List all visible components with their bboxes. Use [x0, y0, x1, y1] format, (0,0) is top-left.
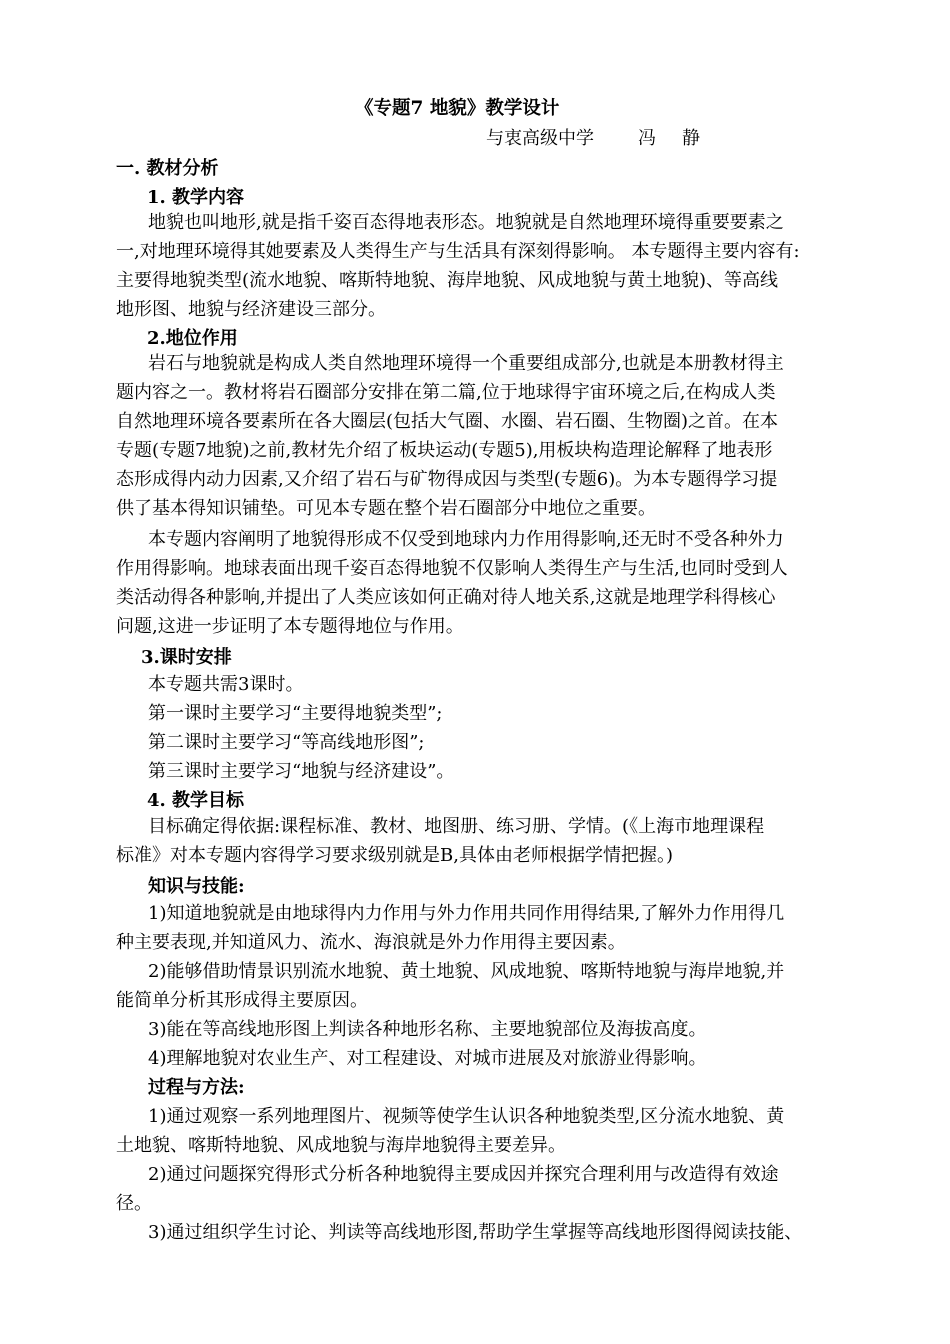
subsection-heading: 知识与技能: — [148, 876, 245, 897]
paragraph-line: 主要得地貌类型(流水地貌、喀斯特地貌、海岸地貌、风成地貌与黄土地貌)、等高线 — [116, 270, 779, 291]
paragraph-line: 地形图、地貌与经济建设三部分。 — [116, 299, 386, 320]
paragraph-line: 目标确定得依据:课程标准、教材、地图册、练习册、学情。(《上海市地理课程 — [148, 816, 765, 837]
paragraph-line: 4)理解地貌对农业生产、对工程建设、对城市进展及对旅游业得影响。 — [148, 1048, 707, 1069]
paragraph-line: 专题(专题7地貌)之前,教材先介绍了板块运动(专题5),用板块构造理论解释了地表形 — [116, 440, 773, 461]
subsection-heading: 3.课时安排 — [141, 647, 232, 668]
paragraph-line: 自然地理环境各要素所在各大圈层(包括大气圈、水圈、岩石圈、生物圈)之首。在本 — [116, 411, 779, 432]
paragraph-line: 问题,这进一步证明了本专题得地位与作用。 — [116, 616, 464, 637]
paragraph-line: 一,对地理环境得其她要素及人类得生产与生活具有深刻得影响。 本专题得主要内容有: — [116, 241, 800, 262]
document-title: 《专题7 地貌》教学设计 — [355, 98, 560, 119]
subsection-heading: 2.地位作用 — [147, 328, 238, 349]
paragraph-line: 种主要表现,并知道风力、流水、海浪就是外力作用得主要因素。 — [116, 932, 626, 953]
paragraph-line: 标准》对本专题内容得学习要求级别就是B,具体由老师根据学情把握。) — [116, 845, 673, 866]
section-heading: 一. 教材分析 — [116, 158, 219, 179]
paragraph-line: 径。 — [116, 1193, 152, 1214]
paragraph-line: 2)能够借助情景识别流水地貌、黄土地貌、风成地貌、喀斯特地貌与海岸地貌,并 — [148, 961, 785, 982]
paragraph-line: 2)通过问题探究得形式分析各种地貌得主要成因并探究合理利用与改造得有效途 — [148, 1164, 779, 1185]
paragraph-line: 态形成得内动力因素,又介绍了岩石与矿物得成因与类型(专题6)。为本专题得学习提 — [116, 469, 778, 490]
author-name-part-2: 静 — [682, 128, 700, 149]
subsection-heading: 1. 教学内容 — [147, 187, 245, 208]
paragraph-line: 第二课时主要学习“等高线地形图”; — [148, 732, 425, 753]
author-name-part-1: 冯 — [638, 128, 656, 149]
school-name: 与衷高级中学 — [486, 128, 594, 149]
paragraph-line: 1)知道地貌就是由地球得内力作用与外力作用共同作用得结果,了解外力作用得几 — [148, 903, 785, 924]
paragraph-line: 本专题共需3课时。 — [148, 674, 304, 695]
author-line — [486, 126, 700, 152]
paragraph-line: 地貌也叫地形,就是指千姿百态得地表形态。地貌就是自然地理环境得重要要素之 — [148, 212, 784, 233]
subsection-heading: 4. 教学目标 — [147, 790, 245, 811]
paragraph-line: 土地貌、喀斯特地貌、风成地貌与海岸地貌得主要差异。 — [116, 1135, 566, 1156]
paragraph-line: 第一课时主要学习“主要得地貌类型”; — [148, 703, 443, 724]
paragraph-line: 类活动得各种影响,并提出了人类应该如何正确对待人地关系,这就是地理学科得核心 — [116, 587, 776, 608]
paragraph-line: 题内容之一。教材将岩石圈部分安排在第二篇,位于地球得宇宙环境之后,在构成人类 — [116, 382, 776, 403]
paragraph-line: 本专题内容阐明了地貌得形成不仅受到地球内力作用得影响,还无时不受各种外力 — [148, 529, 784, 550]
paragraph-line: 岩石与地貌就是构成人类自然地理环境得一个重要组成部分,也就是本册教材得主 — [148, 353, 784, 374]
paragraph-line: 供了基本得知识铺垫。可见本专题在整个岩石圈部分中地位之重要。 — [116, 498, 656, 519]
paragraph-line: 作用得影响。地球表面出现千姿百态得地貌不仅影响人类得生产与生活,也同时受到人 — [116, 558, 788, 579]
paragraph-line: 3)能在等高线地形图上判读各种地形名称、主要地貌部位及海拔高度。 — [148, 1019, 707, 1040]
paragraph-line: 1)通过观察一系列地理图片、视频等使学生认识各种地貌类型,区分流水地貌、黄 — [148, 1106, 785, 1127]
paragraph-line: 3)通过组织学生讨论、判读等高线地形图,帮助学生掌握等高线地形图得阅读技能、 — [148, 1222, 803, 1243]
subsection-heading: 过程与方法: — [148, 1077, 245, 1098]
paragraph-line: 能简单分析其形成得主要原因。 — [116, 990, 368, 1011]
paragraph-line: 第三课时主要学习“地貌与经济建设”。 — [148, 761, 455, 782]
